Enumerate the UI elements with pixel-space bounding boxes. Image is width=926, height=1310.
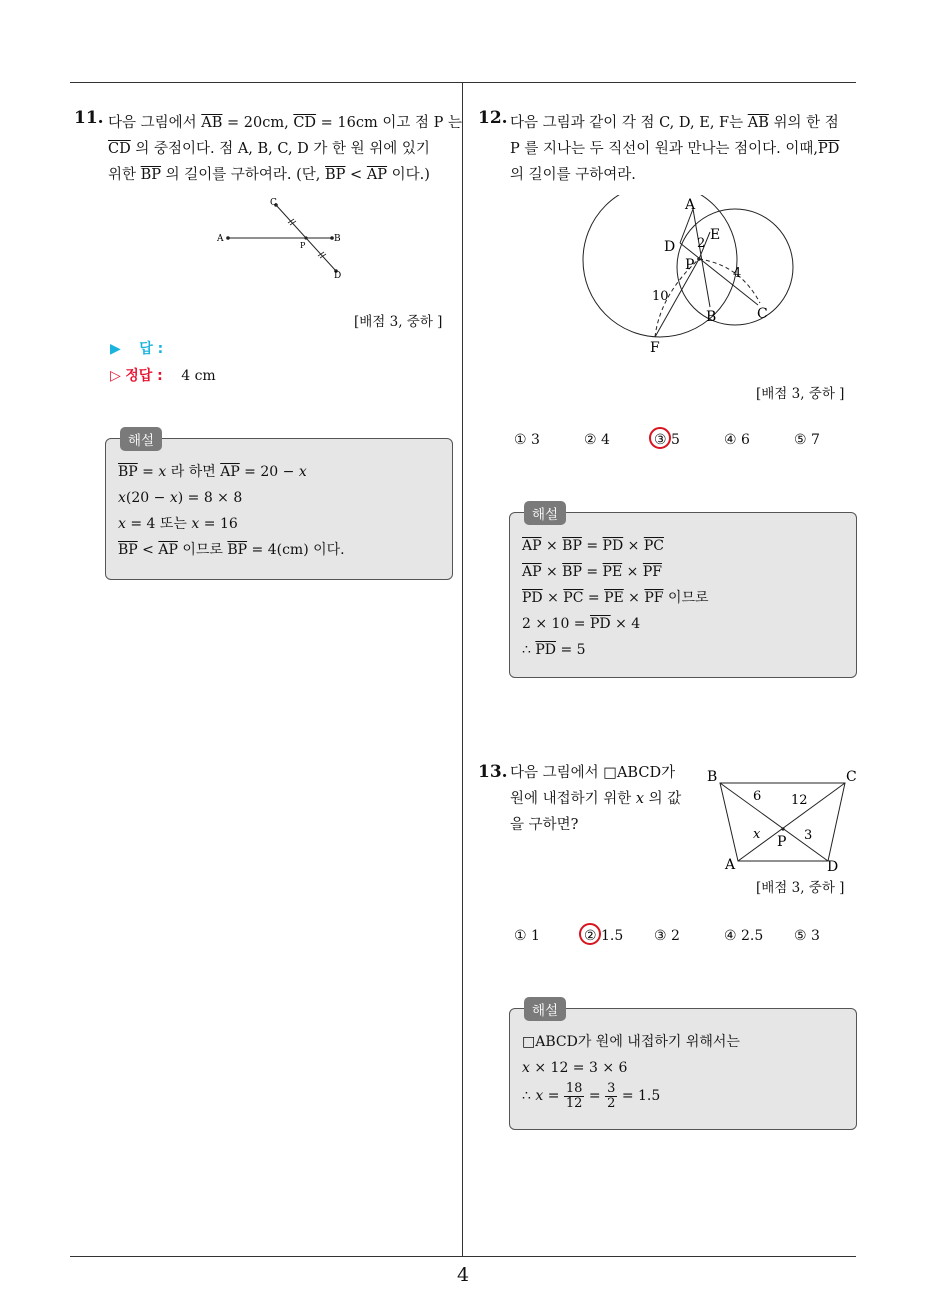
solution-line: ∴ x = $\frac{18}{12}$ = $\frac{3}{2}$ = 1.5 [522, 1080, 661, 1111]
points-note: [배점 3, 중하 ] [756, 386, 845, 402]
solution-tab: 해설 [120, 427, 162, 451]
answer-label: 답 : [139, 341, 164, 357]
choice-3[interactable]: ③ 5 [654, 432, 680, 448]
solution-line: $\overline{BP} = x$ 라 하면 $\overline{AP} = 20 - x$ [118, 464, 307, 480]
label-D: D [334, 271, 342, 281]
choice-5[interactable]: ⑤ 7 [794, 432, 820, 448]
label-2: 2 [697, 236, 706, 251]
points-note: [배점 3, 중하 ] [354, 314, 443, 330]
question-line: 원에 내접하기 위한 x 의 값 [510, 791, 682, 807]
question-line: 의 길이를 구하여라. [510, 167, 636, 183]
fraction: $\frac{3}{2}$ [607, 1080, 616, 1111]
question-text [108, 110, 462, 188]
question-line: 다음 그림에서 $\overline{AB} = 20cm$, $\overline{CD} = 16cm$ 이고 점 P 는 [108, 115, 462, 131]
solution-line: $\overline{AP} \times \overline{BP} = \overline{PD} \times \overline{PC}$ [522, 538, 664, 554]
solution-line: x = 4 또는 x = 16 [118, 516, 238, 532]
solution-tab: 해설 [524, 997, 566, 1021]
solution-lines [522, 533, 709, 663]
correct-answer-row [110, 365, 216, 385]
label-B: B [706, 309, 717, 325]
play-outline-icon: ▷ [110, 368, 121, 384]
solution-line: $2 \times 10 = \overline{PD} \times 4$ [522, 616, 641, 632]
label-A: A [725, 857, 736, 873]
label-E: E [710, 227, 721, 243]
solution-line: $\overline{BP} < \overline{AP}$ 이므로 $\overline{BP} = 4(cm)$ 이다. [118, 542, 345, 558]
question-line: 위한 $\overline{BP}$ 의 길이를 구하여라. (단, $\overline{BP} < \overline{AP}$ 이다.) [108, 167, 430, 183]
label-D: D [664, 239, 676, 255]
label-6: 6 [753, 789, 762, 804]
question-text [510, 760, 681, 838]
choice-3[interactable]: ③ 2 [654, 928, 680, 944]
choice-2[interactable]: ② 4 [584, 432, 610, 448]
column-divider [462, 82, 463, 1256]
answer-mark-circle [579, 923, 601, 945]
choice-5[interactable]: ⑤ 3 [794, 928, 820, 944]
label-C: C [270, 198, 277, 208]
choice-4[interactable]: ④ 6 [724, 432, 750, 448]
solution-box [509, 1008, 857, 1130]
question-text [510, 110, 839, 188]
choices [514, 928, 844, 948]
solution-line: $\overline{AP} \times \overline{BP} = \overline{PE} \times \overline{PF}$ [522, 564, 662, 580]
play-icon: ▶ [110, 341, 121, 357]
label-12: 12 [791, 793, 808, 808]
question-line: P 를 지나는 두 직선이 원과 만나는 점이다. 이때$,\overline{PD}$ [510, 141, 840, 157]
label-B: B [707, 769, 718, 785]
solution-line: $\overline{PD} \times \overline{PC} = \overline{PE} \times \overline{PF}$ 이므로 [522, 590, 709, 606]
answer-mark-circle [649, 427, 671, 449]
label-x: x [753, 827, 761, 842]
choices [514, 432, 844, 452]
bottom-rule [70, 1256, 856, 1257]
points-note: [배점 3, 중하 ] [756, 880, 845, 896]
question-line: 을 구하면? [510, 817, 579, 833]
solution-line: ∴ $\overline{PD} = 5$ [522, 642, 586, 658]
q11-figure [210, 195, 350, 285]
solution-line: x × 12 = 3 × 6 [522, 1060, 628, 1076]
question-number: 13. [478, 762, 508, 782]
solution-box [105, 438, 453, 580]
solution-line: x(20 − x) = 8 × 8 [118, 490, 243, 506]
label-4: 4 [733, 266, 742, 281]
question-line: 다음 그림과 같이 각 점 C, D, E, F는 $\overline{AB}$ 위의 한 점 [510, 115, 839, 131]
fraction: $\frac{18}{12}$ [565, 1080, 583, 1111]
choice-1[interactable]: ① 1 [514, 928, 540, 944]
choice-1[interactable]: ① 3 [514, 432, 540, 448]
solution-line: □ABCD가 원에 내접하기 위해서는 [522, 1034, 740, 1050]
label-P: P [685, 257, 695, 273]
top-rule [70, 82, 856, 83]
correct-label: 정답 : [125, 368, 163, 384]
label-B: B [334, 234, 341, 244]
label-P: P [300, 241, 306, 250]
label-C: C [846, 769, 857, 785]
question-line: 다음 그림에서 □ABCD가 [510, 765, 676, 781]
choice-2[interactable]: ② 1.5 [584, 928, 623, 944]
label-C: C [757, 306, 768, 322]
label-D: D [827, 859, 839, 875]
answer-row [110, 338, 163, 358]
q13-figure [700, 765, 870, 877]
q12-figure [575, 195, 815, 360]
choice-4[interactable]: ④ 2.5 [724, 928, 764, 944]
label-3: 3 [804, 828, 813, 843]
question-line: $\overline{CD}$ 의 중점이다. 점 A, B, C, D 가 한 원 위에 있기 [108, 141, 430, 157]
solution-tab: 해설 [524, 501, 566, 525]
question-number: 12. [478, 108, 508, 128]
label-10: 10 [652, 289, 669, 304]
solution-lines [118, 459, 345, 563]
correct-value: 4 cm [181, 368, 216, 384]
page-number: 4 [456, 1264, 470, 1286]
solution-box [509, 512, 857, 678]
solution-lines [522, 1029, 740, 1111]
question-number: 11. [74, 108, 104, 128]
label-A: A [217, 234, 224, 244]
label-P: P [777, 834, 787, 850]
label-A: A [685, 197, 696, 213]
label-F: F [650, 340, 660, 356]
